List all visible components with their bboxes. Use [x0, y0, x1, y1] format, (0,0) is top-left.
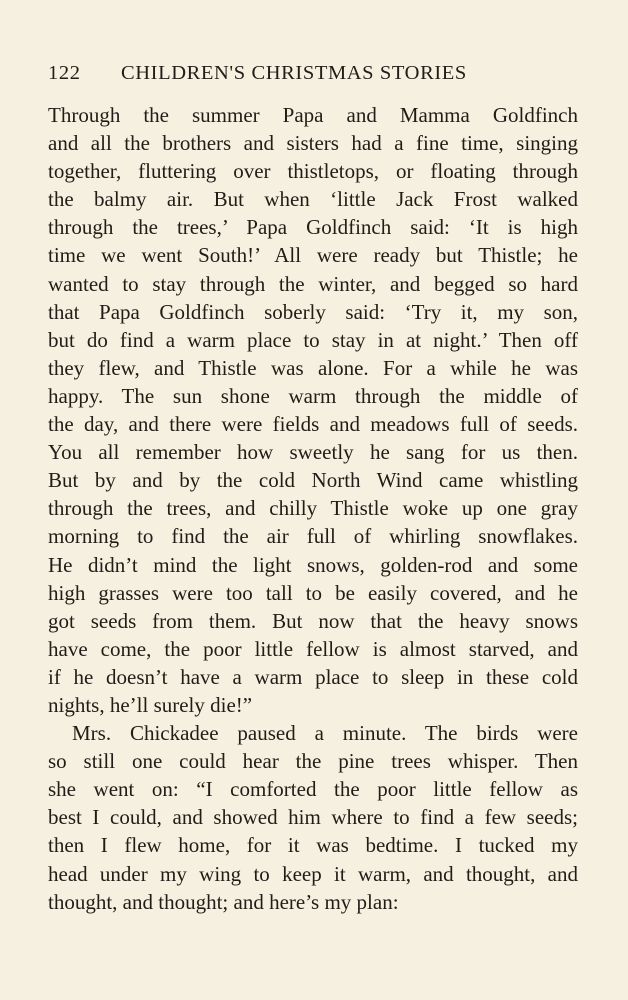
- text-line: the balmy air. But when ‘little Jack Frost walked: [48, 187, 578, 212]
- text-line: then I flew home, for it was bedtime. I tucked my: [48, 833, 578, 858]
- text-line: got seeds from them. But now that the heavy snows: [48, 608, 578, 633]
- text-line: so still one could hear the pine trees whisper. Then: [48, 749, 578, 774]
- text-line: she went on: “I comforted the poor little fellow as: [48, 777, 578, 802]
- text-line: have come, the poor little fellow is almost starved, and: [48, 636, 578, 661]
- text-line: But by and by the cold North Wind came whistling: [48, 468, 578, 493]
- page-header: [48, 62, 578, 92]
- text-line: high grasses were too tall to be easily covered, and he: [48, 580, 578, 605]
- text-line: time we went South!’ All were ready but Thistle; he: [48, 243, 578, 268]
- text-line: morning to find the air full of whirling snowflakes.: [48, 524, 578, 549]
- text-line: happy. The sun shone warm through the middle of: [48, 383, 578, 408]
- text-line: Mrs. Chickadee paused a minute. The birds were: [72, 721, 578, 746]
- text-line: through the trees, and chilly Thistle woke up one gray: [48, 496, 578, 521]
- text-line: Through the summer Papa and Mamma Goldfinch: [48, 103, 578, 127]
- text-line: they flew, and Thistle was alone. For a while he was: [48, 355, 578, 380]
- text-line: if he doesn’t have a warm place to sleep in these cold: [48, 664, 578, 689]
- page-number: 122: [48, 62, 81, 84]
- running-title: CHILDREN'S CHRISTMAS STORIES: [121, 62, 467, 84]
- text-line: through the trees,’ Papa Goldfinch said: ‘It is high: [48, 215, 578, 240]
- text-line: You all remember how sweetly he sang for us then.: [48, 440, 578, 465]
- text-line: together, fluttering over thistletops, or floating through: [48, 159, 578, 184]
- text-line: nights, he’ll surely die!”: [48, 692, 253, 717]
- text-line: that Papa Goldfinch soberly said: ‘Try it, my son,: [48, 299, 578, 324]
- paragraph: [48, 101, 578, 719]
- text-line: wanted to stay through the winter, and begged so hard: [48, 271, 578, 296]
- text-line: but do find a warm place to stay in at night.’ Then off: [48, 327, 578, 352]
- paragraph: [48, 719, 578, 916]
- body-text: [48, 101, 578, 916]
- text-line: He didn’t mind the light snows, golden-rod and some: [48, 552, 578, 577]
- text-line: thought, and thought; and here’s my plan:: [48, 889, 399, 914]
- text-line: the day, and there were fields and meadows full of seeds.: [48, 412, 578, 437]
- text-line: head under my wing to keep it warm, and thought, and: [48, 861, 578, 886]
- text-line: and all the brothers and sisters had a fine time, singing: [48, 131, 578, 156]
- text-line: best I could, and showed him where to find a few seeds;: [48, 805, 578, 830]
